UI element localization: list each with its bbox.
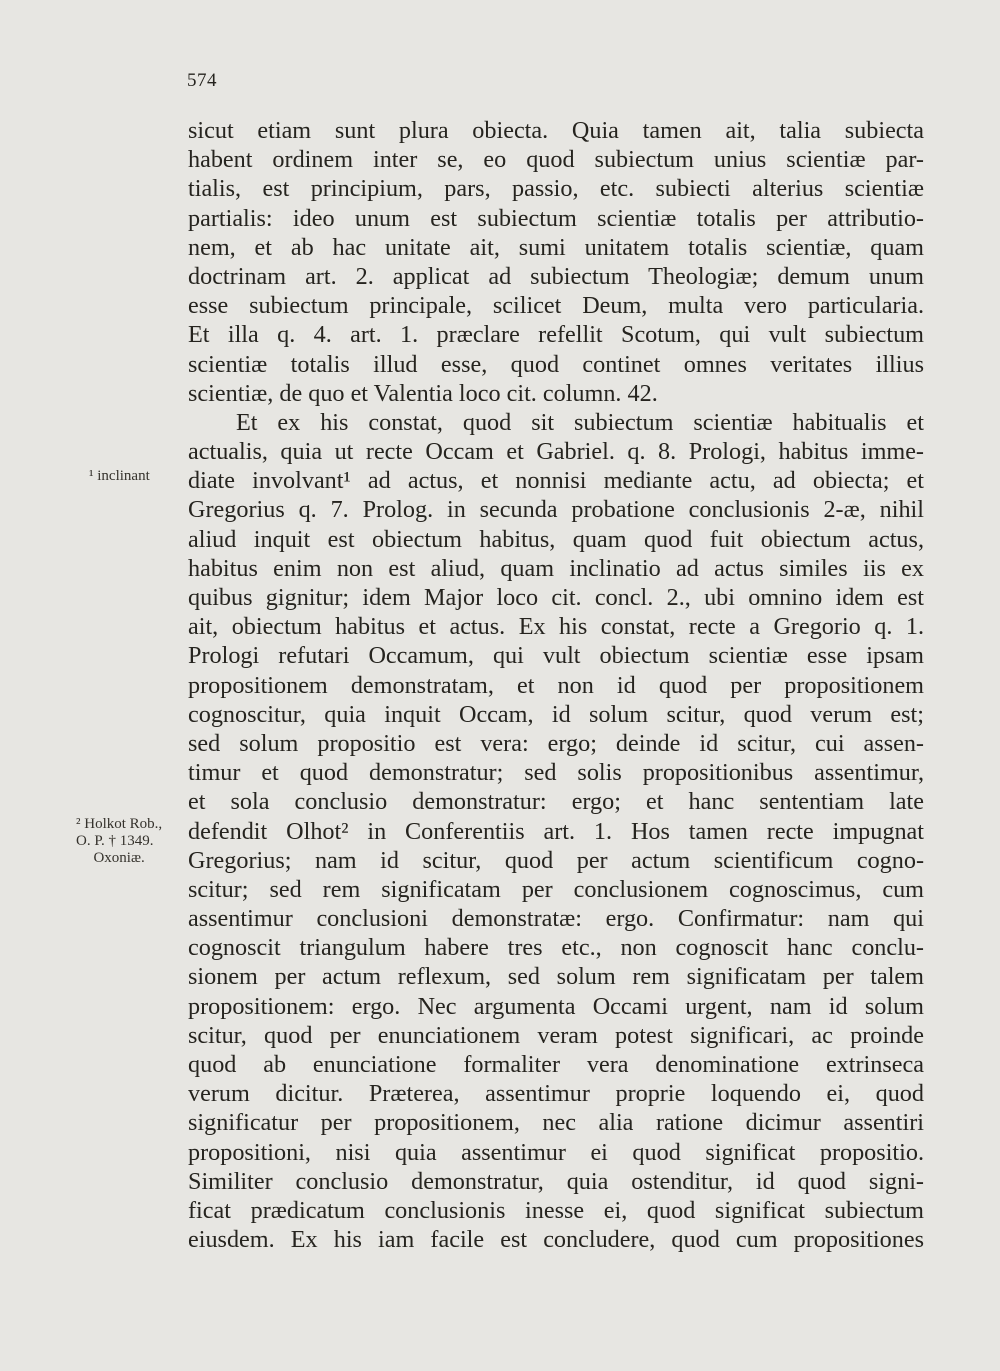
text-line: nem, et ab hac unitate ait, sumi unitatem totalis scientiæ, quam xyxy=(188,233,924,261)
text-line: scitur, quod per enunciationem veram potest significari, ac proinde xyxy=(188,1021,924,1049)
margin-note-2 xyxy=(76,816,162,867)
margin-note-2-line-2: O. P. † 1349. xyxy=(76,833,154,849)
margin-note-1-text: ¹ inclinant xyxy=(89,468,150,484)
text-line: ficat prædicatum conclusionis inesse ei, quod significat subiectum xyxy=(188,1196,924,1224)
text-line: sionem per actum reflexum, sed solum rem significatam per talem xyxy=(188,963,924,991)
text-line: habitus enim non est aliud, quam inclinatio ad actus similes iis ex xyxy=(188,554,924,582)
text-line: aliud inquit est obiectum habitus, quam quod fuit obiectum actus, xyxy=(188,525,924,553)
text-line: propositioni, nisi quia assentimur ei quod significat propositio. xyxy=(188,1138,924,1166)
text-line: tialis, est principium, pars, passio, etc. subiecti alterius scientiæ xyxy=(188,175,924,203)
text-line: actualis, quia ut recte Occam et Gabriel. q. 8. Prologi, habitus imme- xyxy=(188,438,924,466)
page-number: 574 xyxy=(187,70,217,91)
text-line: scitur; sed rem significatam per conclusionem cognoscimus, cum xyxy=(188,875,924,903)
text-line: assentimur conclusioni demonstratæ: ergo. Confirmatur: nam qui xyxy=(188,905,924,933)
text-line: significatur per propositionem, nec alia ratione dicimur assentiri xyxy=(188,1109,924,1137)
text-line: Et ex his constat, quod sit subiectum scientiæ habitualis et xyxy=(236,408,924,436)
text-line: diate involvant¹ ad actus, et nonnisi mediante actu, ad obiecta; et xyxy=(188,467,924,495)
text-line: Prologi refutari Occamum, qui vult obiectum scientiæ esse ipsam xyxy=(188,642,924,670)
text-line: defendit Olhot² in Conferentiis art. 1. Hos tamen recte impugnat xyxy=(188,817,924,845)
text-line: Similiter conclusio demonstratur, quia ostenditur, id quod signi- xyxy=(188,1167,924,1195)
text-line: quod ab enunciatione formaliter vera denominatione extrinseca xyxy=(188,1051,924,1078)
text-line: Gregorius; nam id scitur, quod per actum scientificum cogno- xyxy=(188,846,924,874)
text-line: sed solum propositio est vera: ergo; deinde id scitur, cui assen- xyxy=(188,729,924,757)
text-line: propositionem demonstratam, et non id quod per propositionem xyxy=(188,671,924,699)
margin-note-1 xyxy=(89,468,150,485)
text-line: doctrinam art. 2. applicat ad subiectum Theologiæ; demum unum xyxy=(188,262,924,290)
text-line: Gregorius q. 7. Prolog. in secunda probatione conclusionis 2-æ, nihil xyxy=(188,496,924,524)
text-line: scientiæ, de quo et Valentia loco cit. column. 42. xyxy=(188,379,658,407)
text-line: eiusdem. Ex his iam facile est concludere, quod cum propositiones xyxy=(188,1226,924,1254)
text-line: verum dicitur. Præterea, assentimur proprie loquendo ei, quod xyxy=(188,1080,924,1108)
text-line: scientiæ totalis illud esse, quod continet omnes veritates illius xyxy=(188,350,924,378)
text-line: habent ordinem inter se, eo quod subiectum unius scientiæ par- xyxy=(188,146,924,174)
text-line: propositionem: ergo. Nec argumenta Occami urgent, nam id solum xyxy=(188,992,924,1020)
text-line: partialis: ideo unum est subiectum scientiæ totalis per attributio- xyxy=(188,204,924,232)
text-line: Et illa q. 4. art. 1. præclare refellit Scotum, qui vult subiectum xyxy=(188,321,924,349)
text-line: cognoscit triangulum habere tres etc., non cognoscit hanc conclu- xyxy=(188,934,924,962)
text-line: quibus gignitur; idem Major loco cit. concl. 2., ubi omnino idem est xyxy=(188,584,924,611)
text-line: sicut etiam sunt plura obiecta. Quia tamen ait, talia subiecta xyxy=(188,117,924,144)
margin-note-2-line-1: ² Holkot Rob., xyxy=(76,816,163,832)
text-line: esse subiectum principale, scilicet Deum, multa vero particularia. xyxy=(188,292,924,320)
text-line: et sola conclusio demonstratur: ergo; et hanc sententiam late xyxy=(188,788,924,816)
margin-note-2-line-3: Oxoniæ. xyxy=(93,850,145,866)
body-text xyxy=(188,116,924,1254)
text-line: ait, obiectum habitus et actus. Ex his constat, recte a Gregorio q. 1. xyxy=(188,613,924,641)
text-line: cognoscitur, quia inquit Occam, id solum scitur, quod verum est; xyxy=(188,700,924,728)
text-line: timur et quod demonstratur; sed solis propositionibus assentimur, xyxy=(188,759,924,787)
